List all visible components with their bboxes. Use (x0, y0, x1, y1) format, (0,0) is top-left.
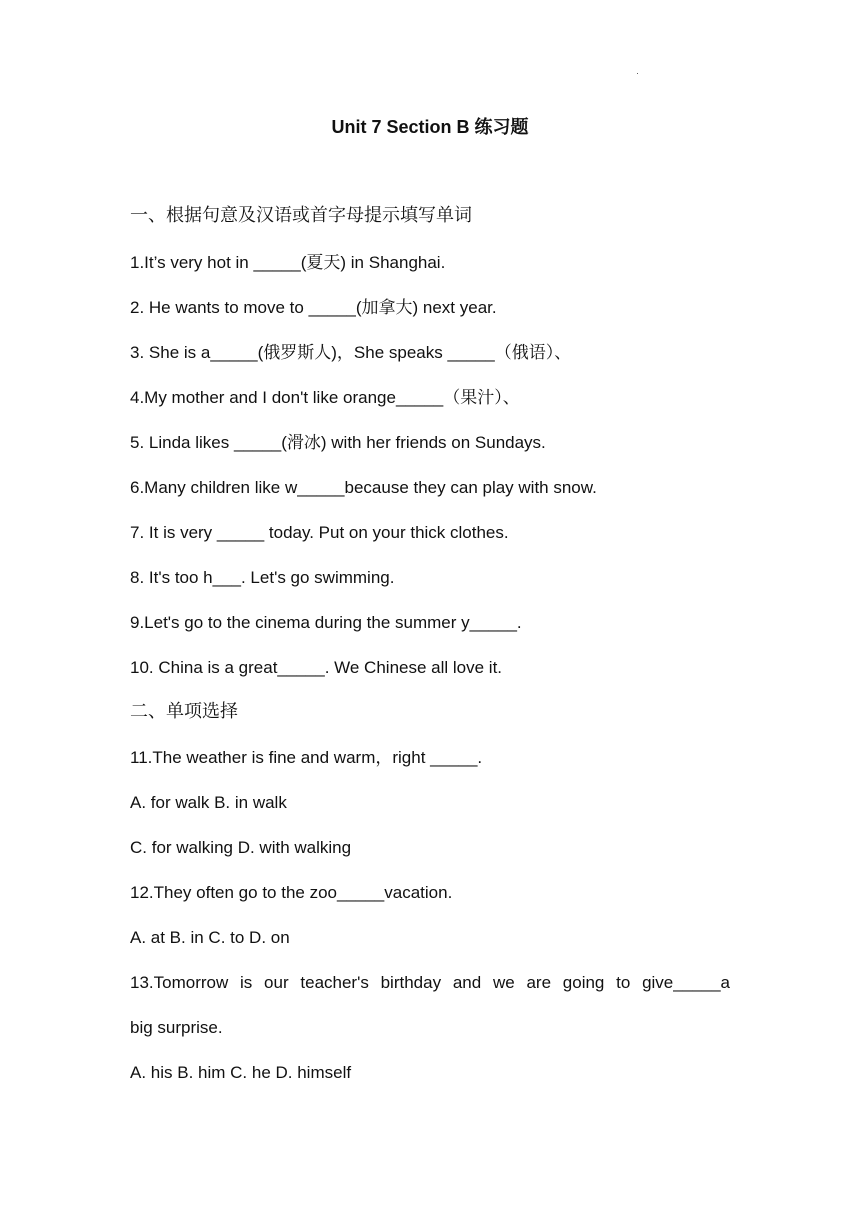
question-1: 1.It’s very hot in _____(夏天) in Shanghai. (130, 253, 446, 272)
page-title: Unit 7 Section B 练习题 (331, 117, 529, 137)
question-3: 3. She is a_____(俄罗斯人)，She speaks _____（俄语）、 (130, 343, 572, 362)
question-12-stem: 12.They often go to the zoo_____vacation. (130, 883, 453, 902)
question-9: 9.Let's go to the cinema during the summer y_____. (130, 613, 522, 632)
question-7: 7. It is very _____ today. Put on your thick clothes. (130, 523, 509, 542)
question-10: 10. China is a great_____. We Chinese all love it. (130, 658, 503, 677)
question-5: 5. Linda likes _____(滑冰) with her friends on Sundays. (130, 433, 546, 452)
question-11-options-line-1: A. for walk B. in walk (130, 793, 287, 812)
question-8: 8. It's too h___. Let's go swimming. (130, 568, 395, 587)
question-11-stem: 11.The weather is fine and warm，right _____. (130, 748, 483, 767)
question-2: 2. He wants to move to _____(加拿大) next year. (130, 298, 497, 317)
section-2-heading: 二、单项选择 (130, 701, 238, 722)
question-13-options: A. his B. him C. he D. himself (130, 1063, 352, 1082)
question-12-options: A. at B. in C. to D. on (130, 928, 290, 947)
question-6: 6.Many children like w_____because they can play with snow. (130, 478, 597, 497)
corner-mark: · (636, 68, 639, 78)
question-4: 4.My mother and I don't like orange_____（果汁）、 (130, 388, 520, 407)
section-1-heading: 一、根据句意及汉语或首字母提示填写单词 (130, 205, 472, 226)
question-13-stem-line-2: big surprise. (130, 1018, 223, 1037)
question-11-options-line-2: C. for walking D. with walking (130, 838, 352, 857)
question-13-stem-line-1: 13.Tomorrow is our teacher's birthday and we are going to give_____a (130, 973, 730, 992)
